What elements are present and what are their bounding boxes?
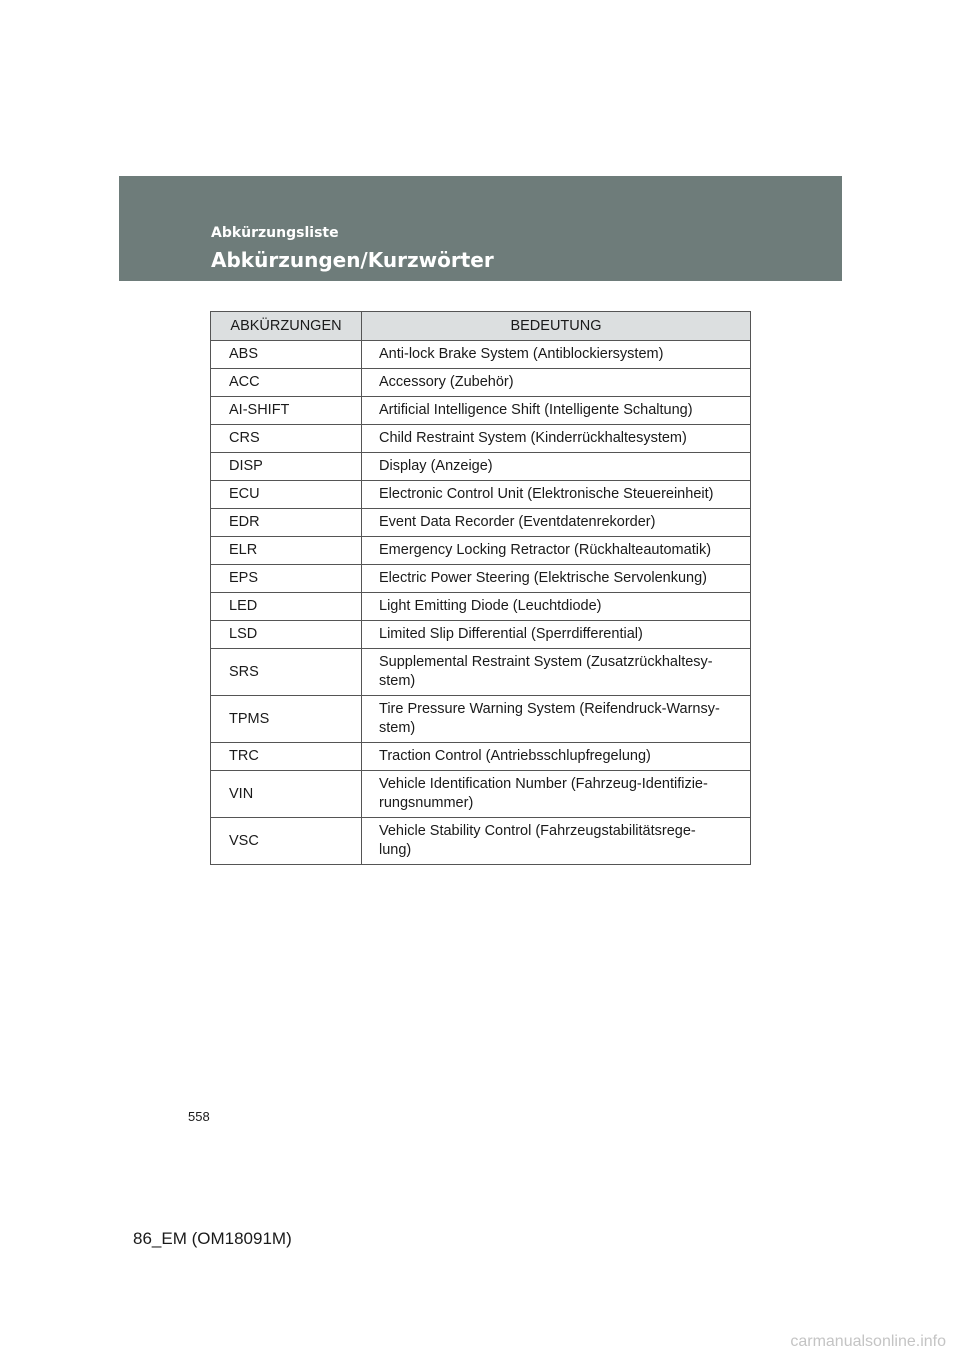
meaning-cell: Electric Power Steering (Elektrische Servolenkung) <box>362 565 751 593</box>
document-code: 86_EM (OM18091M) <box>133 1229 292 1248</box>
meaning-cell: Vehicle Identification Number (Fahrzeug-Identifizie- rungsnummer) <box>362 771 751 818</box>
table-header-row <box>211 312 751 341</box>
abbreviation-cell: ECU <box>211 481 362 509</box>
abbreviation-cell: EDR <box>211 509 362 537</box>
abbreviation-table <box>210 311 751 865</box>
table-row <box>211 593 751 621</box>
table-row <box>211 341 751 369</box>
column-header-meaning: BEDEUTUNG <box>362 312 751 341</box>
table-row <box>211 565 751 593</box>
meaning-cell: Light Emitting Diode (Leuchtdiode) <box>362 593 751 621</box>
meaning-cell: Child Restraint System (Kinderrückhaltesystem) <box>362 425 751 453</box>
header-band <box>119 176 842 281</box>
meaning-cell: Vehicle Stability Control (Fahrzeugstabilitätsrege- lung) <box>362 818 751 865</box>
abbreviation-cell: LED <box>211 593 362 621</box>
meaning-cell: Artificial Intelligence Shift (Intelligente Schaltung) <box>362 397 751 425</box>
abbreviation-cell: VSC <box>211 818 362 865</box>
abbreviation-cell: LSD <box>211 621 362 649</box>
abbreviation-cell: ABS <box>211 341 362 369</box>
page-title: Abkürzungen/Kurzwörter <box>211 248 494 272</box>
abbreviation-cell: ACC <box>211 369 362 397</box>
abbreviation-cell: ELR <box>211 537 362 565</box>
meaning-cell: Supplemental Restraint System (Zusatzrückhaltesy- stem) <box>362 649 751 696</box>
abbreviation-cell: EPS <box>211 565 362 593</box>
meaning-cell: Emergency Locking Retractor (Rückhalteautomatik) <box>362 537 751 565</box>
table-row <box>211 481 751 509</box>
table-row <box>211 818 751 865</box>
abbreviation-cell: CRS <box>211 425 362 453</box>
table-row <box>211 621 751 649</box>
meaning-cell: Accessory (Zubehör) <box>362 369 751 397</box>
abbreviation-cell: TRC <box>211 743 362 771</box>
table-row <box>211 743 751 771</box>
table-body <box>211 341 751 865</box>
table-row <box>211 397 751 425</box>
meaning-cell: Tire Pressure Warning System (Reifendruck-Warnsy- stem) <box>362 696 751 743</box>
abbreviation-cell: DISP <box>211 453 362 481</box>
meaning-cell: Display (Anzeige) <box>362 453 751 481</box>
table-row <box>211 696 751 743</box>
abbreviation-cell: TPMS <box>211 696 362 743</box>
section-label: Abkürzungsliste <box>211 225 339 241</box>
page-number: 558 <box>188 1109 210 1124</box>
watermark: carmanualsonline.info <box>790 1333 946 1350</box>
table-row <box>211 453 751 481</box>
table-row <box>211 771 751 818</box>
column-header-abbreviations: ABKÜRZUNGEN <box>211 312 362 341</box>
abbreviation-cell: AI-SHIFT <box>211 397 362 425</box>
abbreviation-cell: VIN <box>211 771 362 818</box>
meaning-cell: Anti-lock Brake System (Antiblockiersystem) <box>362 341 751 369</box>
table-row <box>211 649 751 696</box>
meaning-cell: Traction Control (Antriebsschlupfregelung) <box>362 743 751 771</box>
abbreviation-cell: SRS <box>211 649 362 696</box>
meaning-cell: Electronic Control Unit (Elektronische Steuereinheit) <box>362 481 751 509</box>
table-row <box>211 425 751 453</box>
table-row <box>211 369 751 397</box>
meaning-cell: Event Data Recorder (Eventdatenrekorder) <box>362 509 751 537</box>
table-row <box>211 509 751 537</box>
table-row <box>211 537 751 565</box>
meaning-cell: Limited Slip Differential (Sperrdifferential) <box>362 621 751 649</box>
